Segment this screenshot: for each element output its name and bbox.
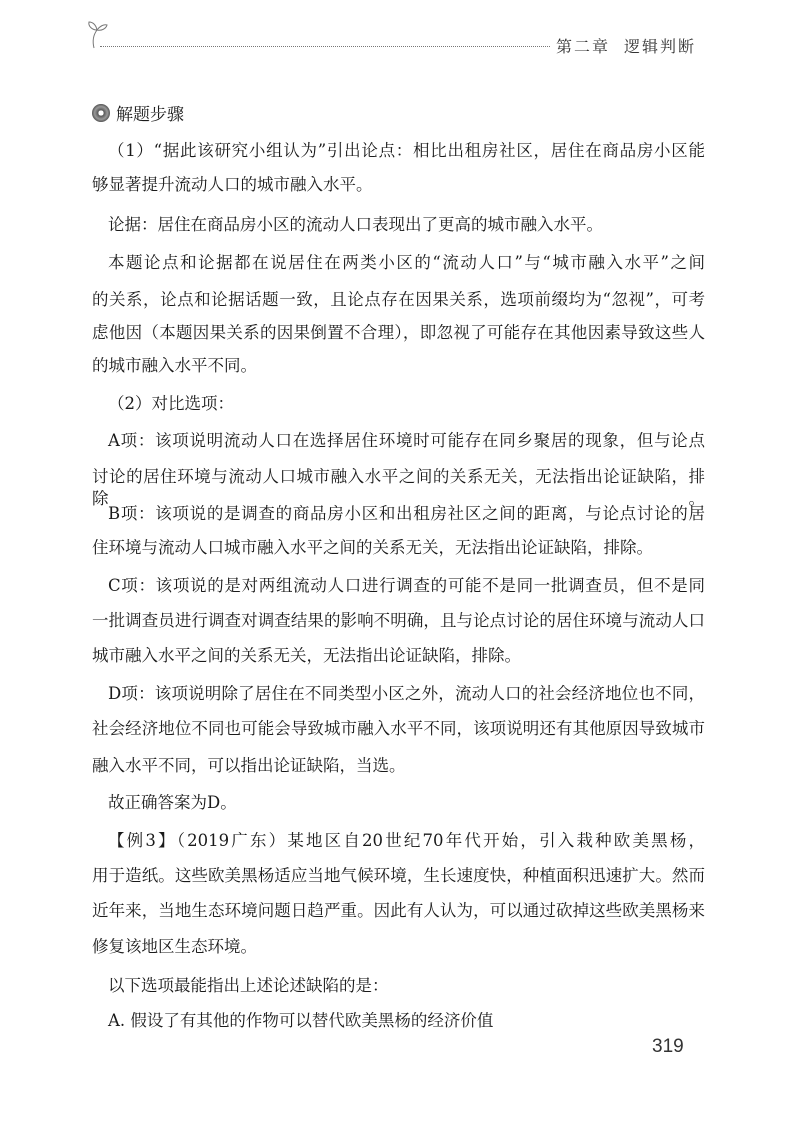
section-heading-text: 解题步骤 [116,105,184,125]
text-line: 讨论的居住环境与流动人口城市融入水平之间的关系无关，无法指出论证缺陷，排除。 [92,467,705,508]
section-badge-icon [92,104,110,122]
text-line: 虑他因（本题因果关系的因果倒置不合理），即忽视了可能存在其他因素导致这些人 [92,323,705,342]
text-line: 以下选项最能指出上述论述缺陷的是： [108,976,389,995]
text-line: 论据：居住在商品房小区的流动人口表现出了更高的城市融入水平。 [108,215,603,234]
chapter-label: 第二章 [556,37,611,56]
text-line: B项：该项说的是调查的商品房小区和出租房社区之间的距离，与论点讨论的居 [108,504,705,523]
text-line: 本题论点和论据都在说居住在两类小区的“流动人口”与“城市融入水平”之间 [108,253,705,272]
text-line: A项：该项说明流动人口在选择居住环境时可能存在同乡聚居的现象，但与论点 [108,431,705,450]
text-line: 【例3】（2019广东）某地区自20世纪70年代开始，引入栽种欧美黑杨， [108,831,705,850]
text-line: 住环境与流动人口城市融入水平之间的关系无关，无法指出论证缺陷，排除。 [92,538,653,557]
text-line: A. 假设了有其他的作物可以替代欧美黑杨的经济价值 [108,1011,494,1030]
text-line: （2）对比选项： [108,394,234,413]
section-heading [92,100,184,125]
subject-label: 逻辑判断 [624,37,697,56]
text-line: 社会经济地位不同也可能会导致城市融入水平不同，该项说明还有其他原因导致城市 [92,719,705,738]
text-line: 修复该地区生态环境。 [92,937,257,956]
text-line: 故正确答案为D。 [108,793,237,812]
text-line: 城市融入水平之间的关系无关，无法指出论证缺陷，排除。 [92,646,521,665]
text-line: 够显著提升流动人口的城市融入水平。 [92,175,373,194]
running-header [556,34,710,57]
text-line: 近年来，当地生态环境问题日趋严重。因此有人认为，可以通过砍掉这些欧美黑杨来 [92,901,705,920]
text-line: 用于造纸。这些欧美黑杨适应当地气候环境，生长速度快，种植面积迅速扩大。然而 [92,866,705,885]
text-line: D项：该项说明除了居住在不同类型小区之外，流动人口的社会经济地位也不同， [108,684,705,703]
text-line: （1）“据此该研究小组认为”引出论点：相比出租房社区，居住在商品房小区能 [108,141,705,160]
text-line: C项：该项说的是对两组流动人口进行调查的可能不是同一批调查员，但不是同 [108,576,705,595]
text-line: 融入水平不同，可以指出论证缺陷，当选。 [92,756,406,775]
text-line: 的城市融入水平不同。 [92,356,257,375]
header-rule [100,46,550,47]
text-line: 一批调查员进行调查对调查结果的影响不明确，且与论点讨论的居住环境与流动人口 [92,611,705,630]
text-line: 的关系，论点和论据话题一致，且论点存在因果关系，选项前缀均为“忽视”，可考 [92,290,705,309]
page-number: 319 [652,1036,684,1057]
